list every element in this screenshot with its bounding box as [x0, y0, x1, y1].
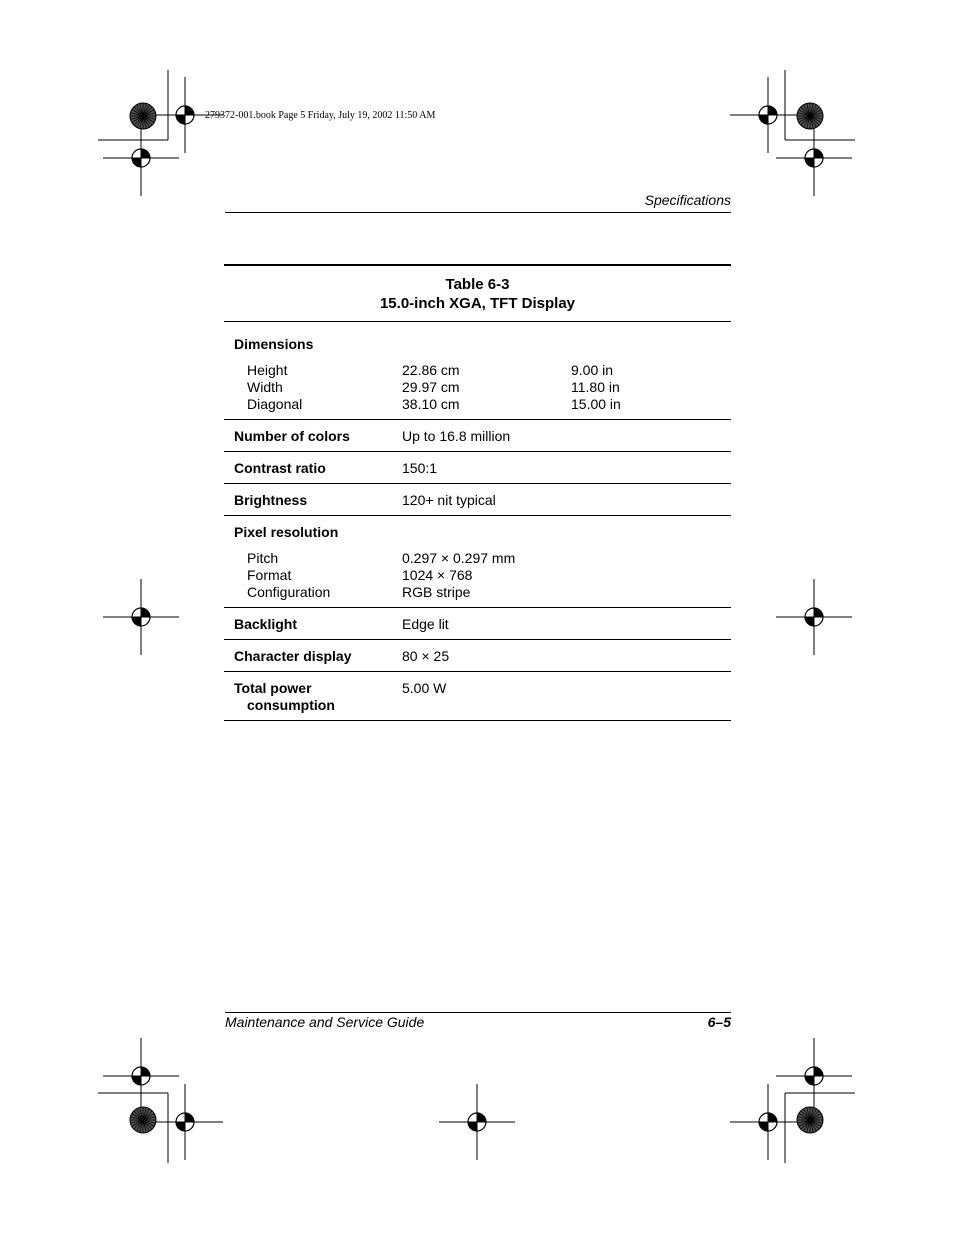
dim-name: Height	[247, 362, 288, 378]
table-row	[234, 567, 731, 584]
spec-table	[224, 264, 731, 721]
pixel-section	[224, 516, 731, 608]
character-value: 80 × 25	[402, 648, 450, 664]
pixel-value: RGB stripe	[402, 584, 471, 600]
pixel-name: Pitch	[247, 550, 279, 566]
power-section	[224, 672, 731, 721]
character-label: Character display	[234, 648, 352, 664]
dim-metric: 22.86 cm	[402, 362, 460, 378]
footer-rule	[225, 1012, 731, 1013]
table-row	[234, 550, 731, 567]
dim-imperial: 15.00 in	[571, 396, 621, 412]
footer-title: Maintenance and Service Guide	[225, 1014, 425, 1030]
power-label-line1: Total power	[234, 680, 312, 696]
table-row	[234, 428, 731, 445]
table-row	[234, 396, 731, 413]
brightness-label: Brightness	[234, 492, 308, 508]
dimensions-label: Dimensions	[234, 336, 314, 352]
pixel-label: Pixel resolution	[234, 524, 339, 540]
colors-value: Up to 16.8 million	[402, 428, 511, 444]
header-rule	[225, 212, 731, 213]
colors-label: Number of colors	[234, 428, 350, 444]
crosshair-mark	[730, 1084, 806, 1160]
running-head: Specifications	[644, 192, 731, 208]
contrast-value: 150:1	[402, 460, 438, 476]
table-row	[234, 362, 731, 379]
power-label-line2: consumption	[247, 697, 335, 713]
star-target-mark	[797, 1107, 823, 1133]
crosshair-mark	[776, 120, 852, 196]
crosshair-mark	[147, 1084, 223, 1160]
table-row	[234, 460, 731, 477]
crosshair-mark	[776, 1038, 852, 1114]
character-section	[224, 640, 731, 672]
pixel-value: 0.297 × 0.297 mm	[402, 550, 516, 566]
brightness-section	[224, 484, 731, 516]
colors-section	[224, 420, 731, 452]
table-number: Table 6-3	[445, 276, 510, 293]
dim-imperial: 9.00 in	[571, 362, 614, 378]
dim-metric: 29.97 cm	[402, 379, 460, 395]
dim-name: Width	[247, 379, 283, 395]
dimensions-section	[224, 322, 731, 420]
crosshair-mark	[776, 579, 852, 655]
dim-name: Diagonal	[247, 396, 303, 412]
crosshair-mark	[439, 1084, 515, 1160]
pixel-name: Format	[247, 567, 292, 583]
backlight-label: Backlight	[234, 616, 298, 632]
contrast-label: Contrast ratio	[234, 460, 326, 476]
power-value: 5.00 W	[402, 680, 447, 696]
table-row	[234, 616, 731, 633]
star-target-mark	[130, 1107, 156, 1133]
dim-metric: 38.10 cm	[402, 396, 460, 412]
table-row	[234, 680, 731, 714]
table-caption	[224, 264, 731, 322]
backlight-section	[224, 608, 731, 640]
table-row	[234, 492, 731, 509]
table-title: 15.0-inch XGA, TFT Display	[379, 295, 576, 312]
pixel-value: 1024 × 768	[402, 567, 473, 583]
pixel-name: Configuration	[247, 584, 331, 600]
dim-imperial: 11.80 in	[571, 379, 620, 395]
power-label	[234, 680, 402, 714]
crosshair-mark	[103, 579, 179, 655]
backlight-value: Edge lit	[402, 616, 449, 632]
table-row	[234, 584, 731, 601]
crosshair-mark	[730, 77, 806, 153]
file-info: 279372-001.book Page 5 Friday, July 19, 2002 11:50 AM	[205, 110, 436, 121]
table-row	[234, 379, 731, 396]
star-target-mark	[130, 103, 156, 129]
brightness-value: 120+ nit typical	[402, 492, 496, 508]
page-number: 6–5	[707, 1014, 731, 1030]
star-target-mark	[797, 103, 823, 129]
table-row	[234, 648, 731, 665]
contrast-section	[224, 452, 731, 484]
